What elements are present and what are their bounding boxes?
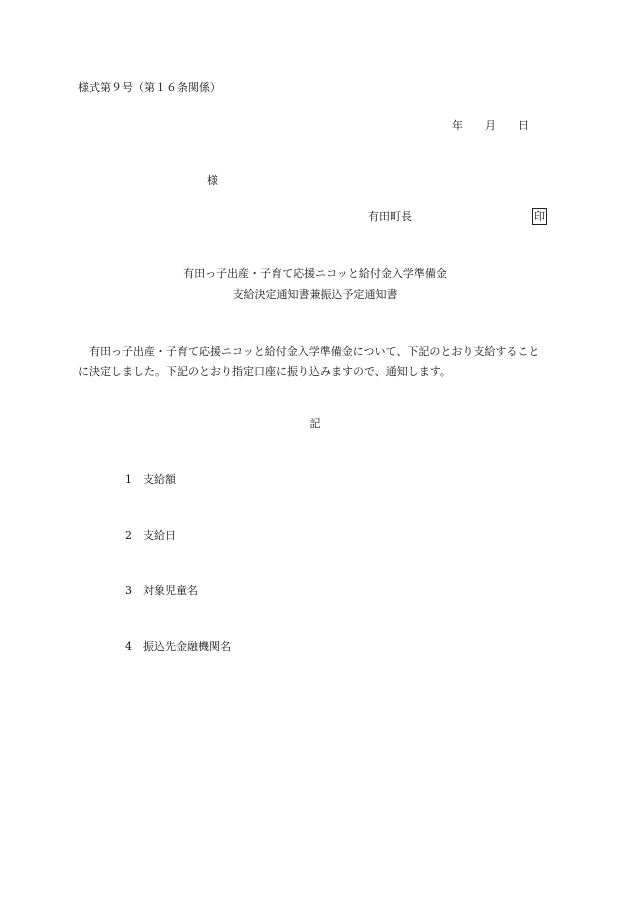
list-item [125, 585, 198, 596]
list-item [125, 641, 231, 652]
list-item [125, 474, 176, 485]
item-label: 振込先金融機関名 [143, 640, 231, 653]
addressee-suffix: 様 [207, 174, 218, 187]
item-label: 支給日 [143, 529, 176, 542]
item-number: 4 [125, 640, 132, 653]
item-label: 対象児童名 [143, 584, 198, 597]
list-item [125, 530, 176, 541]
item-label: 支給額 [143, 473, 176, 486]
issuer-name: 有田町長 [368, 210, 412, 223]
document-title-line1: 有田っ子出産・子育て応援ニコッと給付金入学準備金 [183, 267, 447, 280]
body-paragraph: 有田っ子出産・子育て応援ニコッと給付金入学準備金について、下記のとおり支給することに決定しました。下記のとおり指定口座に振り込みますので、通知します。 [78, 345, 540, 378]
item-number: 3 [125, 584, 132, 597]
seal-box: 印 [534, 210, 545, 223]
item-number: 2 [125, 529, 132, 542]
form-number: 様式第９号（第１６条関係） [78, 81, 221, 94]
document-title-line2: 支給決定通知書兼振込予定通知書 [232, 288, 398, 301]
day-label: 日 [518, 119, 529, 132]
item-number: 1 [125, 473, 132, 486]
date-line [452, 120, 529, 131]
ki-heading: 記 [309, 417, 321, 430]
month-label: 月 [485, 119, 496, 132]
year-label: 年 [452, 119, 463, 132]
